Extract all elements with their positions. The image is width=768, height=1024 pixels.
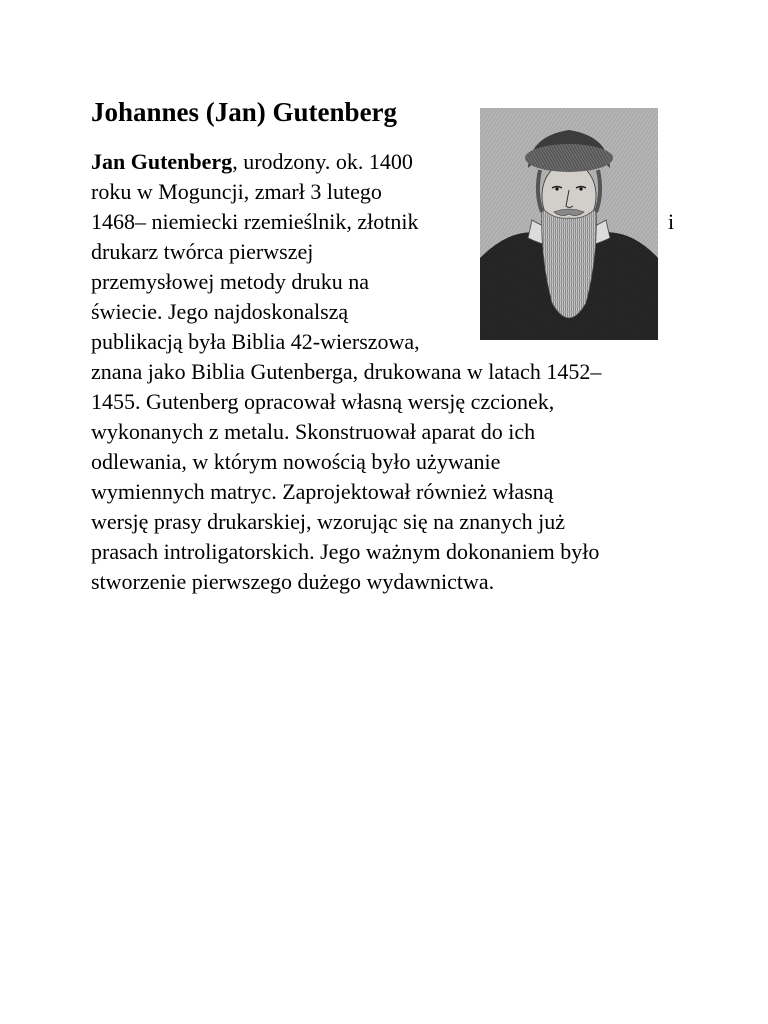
article-paragraph <box>91 147 681 597</box>
text-line: roku w Moguncji, zmarł 3 lutego <box>91 179 382 204</box>
document-title: Johannes (Jan) Gutenberg <box>91 97 398 127</box>
text-line: prasach introligatorskich. Jego ważnym dokonaniem było <box>91 539 600 564</box>
text-line: wykonanych z metalu. Skonstruował aparat do ich <box>91 419 536 444</box>
text-line: znana jako Biblia Gutenberga, drukowana w latach 1452– <box>91 359 602 384</box>
bold-name: Jan Gutenberg <box>91 149 233 174</box>
text-line: odlewania, w którym nowością było używanie <box>91 449 501 474</box>
text-line: 1455. Gutenberg opracował własną wersję czcionek, <box>91 389 555 414</box>
text-line: drukarz twórca pierwszej <box>91 239 314 264</box>
text-line: przemysłowej metody druku na <box>91 269 369 294</box>
text-line: stworzenie pierwszego dużego wydawnictwa. <box>91 569 495 594</box>
text-line: 1468– niemiecki rzemieślnik, złotnik <box>91 209 419 234</box>
text-line-tail: i <box>668 209 675 234</box>
text-line <box>91 147 681 177</box>
text-line: wersję prasy drukarskiej, wzorując się na znanych już <box>91 509 566 534</box>
text-line: świecie. Jego najdoskonalszą <box>91 299 349 324</box>
text-line: publikacją była Biblia 42-wierszowa, <box>91 329 420 354</box>
text-line-segment: , urodzony. ok. 1400 <box>232 149 413 174</box>
text-line: wymiennych matryc. Zaprojektował również własną <box>91 479 554 504</box>
